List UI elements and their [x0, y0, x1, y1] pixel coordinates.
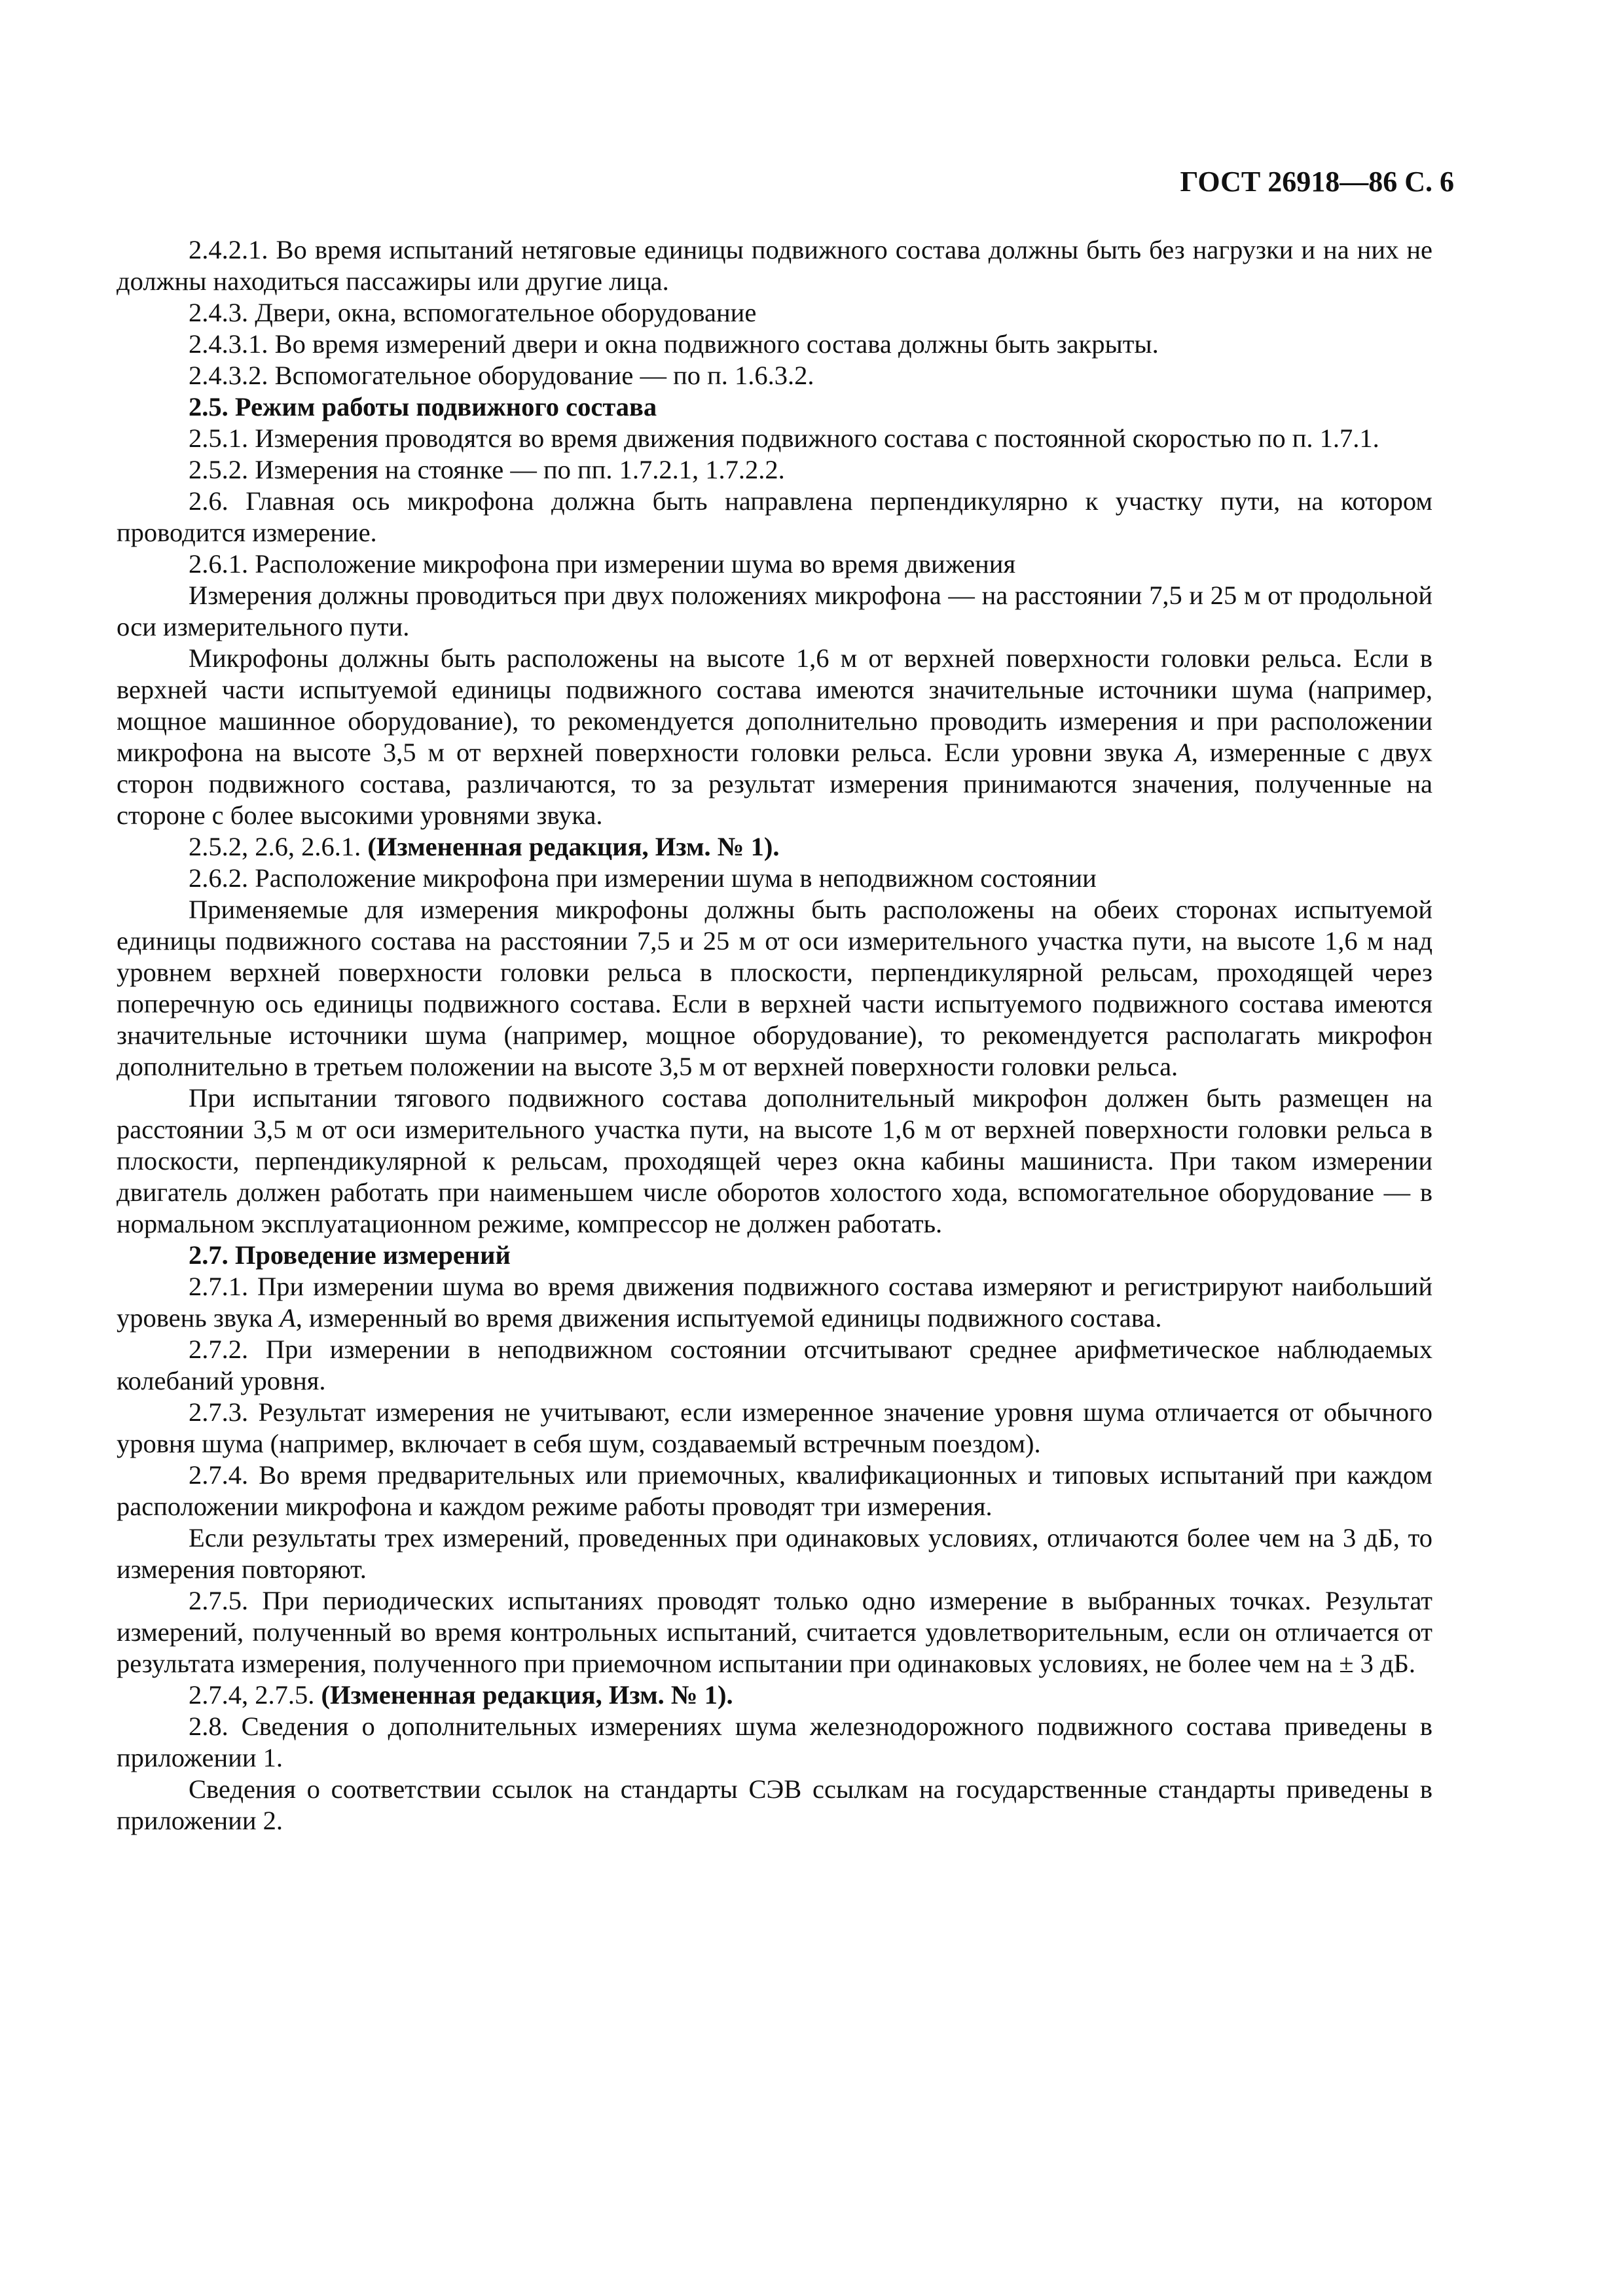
amendment-note-1 [117, 831, 1432, 863]
page-header: ГОСТ 26918—86 С. 6 [1180, 166, 1454, 198]
amendment-label: (Измененная редакция, Изм. № 1). [321, 1680, 733, 1710]
paragraph-measurement-positions: Измерения должны проводиться при двух положениях микрофона — на расстоянии 7,5 и 25 м от продольной оси измерительного пути. [117, 581, 1432, 641]
text-part: , измеренный во время движения испытуемой единицы подвижного состава. [295, 1303, 1162, 1333]
italic-letter: А [1175, 738, 1192, 767]
paragraph-2-5-2: 2.5.2. Измерения на стоянке — по пп. 1.7.2.1, 1.7.2.2. [189, 455, 785, 484]
paragraph-2-5-1: 2.5.1. Измерения проводятся во время движения подвижного состава с постоянной скоростью по п. 1.7.1. [189, 423, 1379, 453]
paragraph-2-6-2: 2.6.2. Расположение микрофона при измерении шума в неподвижном состоянии [189, 863, 1097, 893]
paragraph-2-6-1: 2.6.1. Расположение микрофона при измерении шума во время движения [189, 549, 1016, 579]
paragraph-2-4-3-1: 2.4.3.1. Во время измерений двери и окна подвижного состава должны быть закрыты. [189, 329, 1159, 359]
paragraph-2-7-4: 2.7.4. Во время предварительных или приемочных, квалификационных и типовых испытаний при каждом расположении микрофона и каждом режиме работы проводят три измерения. [117, 1460, 1432, 1521]
paragraph-2-4-3-2: 2.4.3.2. Вспомогательное оборудование — по п. 1.6.3.2. [189, 361, 814, 390]
paragraph-2-7-1 [117, 1271, 1432, 1334]
paragraph-2-7-3: 2.7.3. Результат измерения не учитывают, если измеренное значение уровня шума отличается от обычного уровня шума (например, включает в себя шум, создаваемый встречным поездом). [117, 1397, 1432, 1458]
amendment-clauses: 2.5.2, 2.6, 2.6.1. [189, 832, 368, 861]
paragraph-repeat-measurement: Если результаты трех измерений, проведенных при одинаковых условиях, отличаются более чем на 3 дБ, то измерения повторяют. [117, 1523, 1432, 1584]
paragraph-2-4-2-1: 2.4.2.1. Во время испытаний нетяговые единицы подвижного состава должны быть без нагрузки и на них не должны находиться пассажиры или другие лица. [117, 235, 1432, 296]
text-part: , измеренные с двух сторон подвижного состава, различаются, то за результат измерения принимаются значения, полученные на стороне с более высокими уровнями звука. [117, 738, 1432, 830]
paragraph-cmea-references: Сведения о соответствии ссылок на стандарты СЭВ ссылкам на государственные стандарты приведены в приложении 2. [117, 1774, 1432, 1835]
italic-letter: А [280, 1303, 296, 1333]
paragraph-traction-test: При испытании тягового подвижного состава дополнительный микрофон должен быть размещен на расстоянии 3,5 м от оси измерительного участка пути, на высоте 1,6 м от верхней поверхности головки рельса в плоскости, перпендикулярной к рельсам, проходящей через окна кабины машиниста. При таком измерении двигатель должен работать при наименьшем числе оборотов холостого хода, вспомогательное оборудование — в нормальном эксплуатационном режиме, компрессор не должен работать. [117, 1083, 1432, 1238]
paragraph-2-7-5: 2.7.5. При периодических испытаниях проводят только одно измерение в выбранных точках. Результат измерений, полученный во время контрольных испытаний, считается удовлетворительным, если он отличается от результата измерения, полученного при приемочном испытании при одинаковых условиях, не более чем на ± 3 дБ. [117, 1586, 1432, 1678]
section-heading-2-7 [117, 1240, 1432, 1271]
amendment-label: (Измененная редакция, Изм. № 1). [367, 832, 780, 861]
paragraph-stationary-microphones: Применяемые для измерения микрофоны должны быть расположены на обеих сторонах испытуемой единицы подвижного состава на расстоянии 7,5 и 25 м от оси измерительного участка пути, на высоте 1,6 м над уровнем верхней поверхности головки рельса в плоскости, перпендикулярной рельсам, проходящей через поперечную ось единицы подвижного состава. Если в верхней части испытуемого подвижного состава имеются значительные источники шума (например, мощное оборудование), то рекомендуется располагать микрофон дополнительно в третьем положении на высоте 3,5 м от верхней поверхности головки рельса. [117, 895, 1432, 1081]
section-heading-2-5 [117, 391, 1432, 423]
amendment-note-2 [117, 1679, 1432, 1711]
paragraph-microphone-height [117, 643, 1432, 831]
paragraph-2-7-2: 2.7.2. При измерении в неподвижном состоянии отсчитывают среднее арифметическое наблюдаемых колебаний уровня. [117, 1335, 1432, 1395]
paragraph-2-8: 2.8. Сведения о дополнительных измерениях шума железнодорожного подвижного состава приведены в приложении 1. [117, 1712, 1432, 1772]
text-part: 2.7.1. При измерении шума во время движения подвижного состава измеряют и регистрируют наибольший уровень звука [117, 1272, 1432, 1333]
section-heading-text: 2.5. Режим работы подвижного состава [189, 392, 657, 422]
paragraph-2-6: 2.6. Главная ось микрофона должна быть направлена перпендикулярно к участку пути, на котором проводится измерение. [117, 486, 1432, 547]
section-heading-text: 2.7. Проведение измерений [189, 1240, 511, 1270]
amendment-clauses: 2.7.4, 2.7.5. [189, 1680, 321, 1710]
text-part: Микрофоны должны быть расположены на высоте 1,6 м от верхней поверхности головки рельса. Если в верхней части испытуемой единицы подвижного состава имеются значительные источники шума (например, мощное машинное оборудование), то рекомендуется дополнительно проводить измерения и при расположении микрофона на высоте 3,5 м от верхней поверхности головки рельса. Если уровни звука [117, 643, 1432, 767]
paragraph-2-4-3: 2.4.3. Двери, окна, вспомогательное оборудование [189, 298, 757, 327]
document-body [117, 234, 1432, 1837]
